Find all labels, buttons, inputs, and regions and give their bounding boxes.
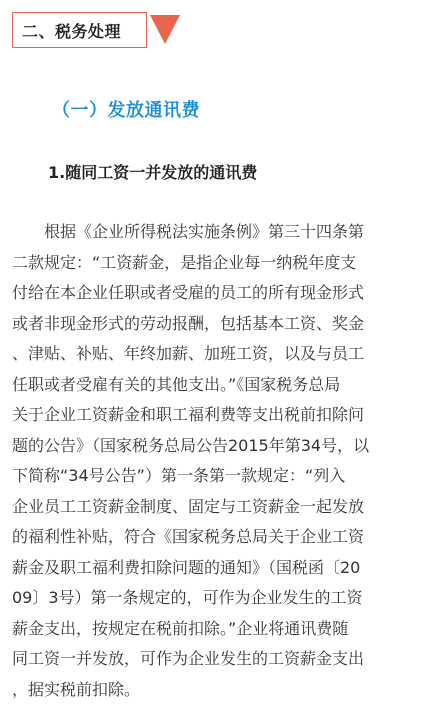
body-line: 根据《企业所得税法实施条例》第三十四条第	[12, 222, 365, 241]
body-line: 题的公告》（国家税务总局公告2015年第34号，以	[12, 435, 370, 455]
body-line: 、津贴、补贴、年终加薪、加班工资，以及与员工	[12, 344, 365, 363]
point-title: 1.随同工资一并发放的通讯费	[48, 163, 258, 182]
arrow-shape	[150, 15, 180, 44]
body-line: 同工资一并发放，可作为企业发生的工资薪金支出	[12, 649, 365, 668]
body-paragraph	[12, 217, 437, 705]
body-line: 下简称“34号公告”）第一条第一款规定：“列入	[12, 466, 346, 485]
body-line: 关于企业工资薪金和职工福利费等支出税前扣除问	[12, 405, 365, 424]
section-header	[12, 12, 147, 48]
body-line: ，据实税前扣除。	[12, 679, 141, 699]
body-line: 或者非现金形式的劳动报酬，包括基本工资、奖金	[12, 313, 365, 333]
body-line: 二款规定：“工资薪金，是指企业每一纳税年度支	[12, 252, 357, 272]
body-line: 企业员工工资薪金制度、固定与工资薪金一起发放	[12, 496, 365, 516]
body-line: 任职或者受雇有关的其他支出。”《国家税务总局	[12, 374, 341, 394]
body-line: 薪金及职工福利费扣除问题的通知》（国税函〔20	[12, 557, 361, 577]
body-line: 付给在本企业任职或者受雇的员工的所有现金形式	[12, 283, 365, 302]
section-arrow-icon	[147, 12, 183, 48]
subsection-title: （一）发放通讯费	[52, 100, 200, 121]
body-line: 的福利性补贴，符合《国家税务总局关于企业工资	[12, 527, 365, 546]
body-line: 09〕3号）第一条规定的，可作为企业发生的工资	[12, 588, 363, 607]
section-title: 二、税务处理	[22, 21, 122, 41]
body-line: 薪金支出，按规定在税前扣除。”企业将通讯费随	[12, 618, 349, 638]
